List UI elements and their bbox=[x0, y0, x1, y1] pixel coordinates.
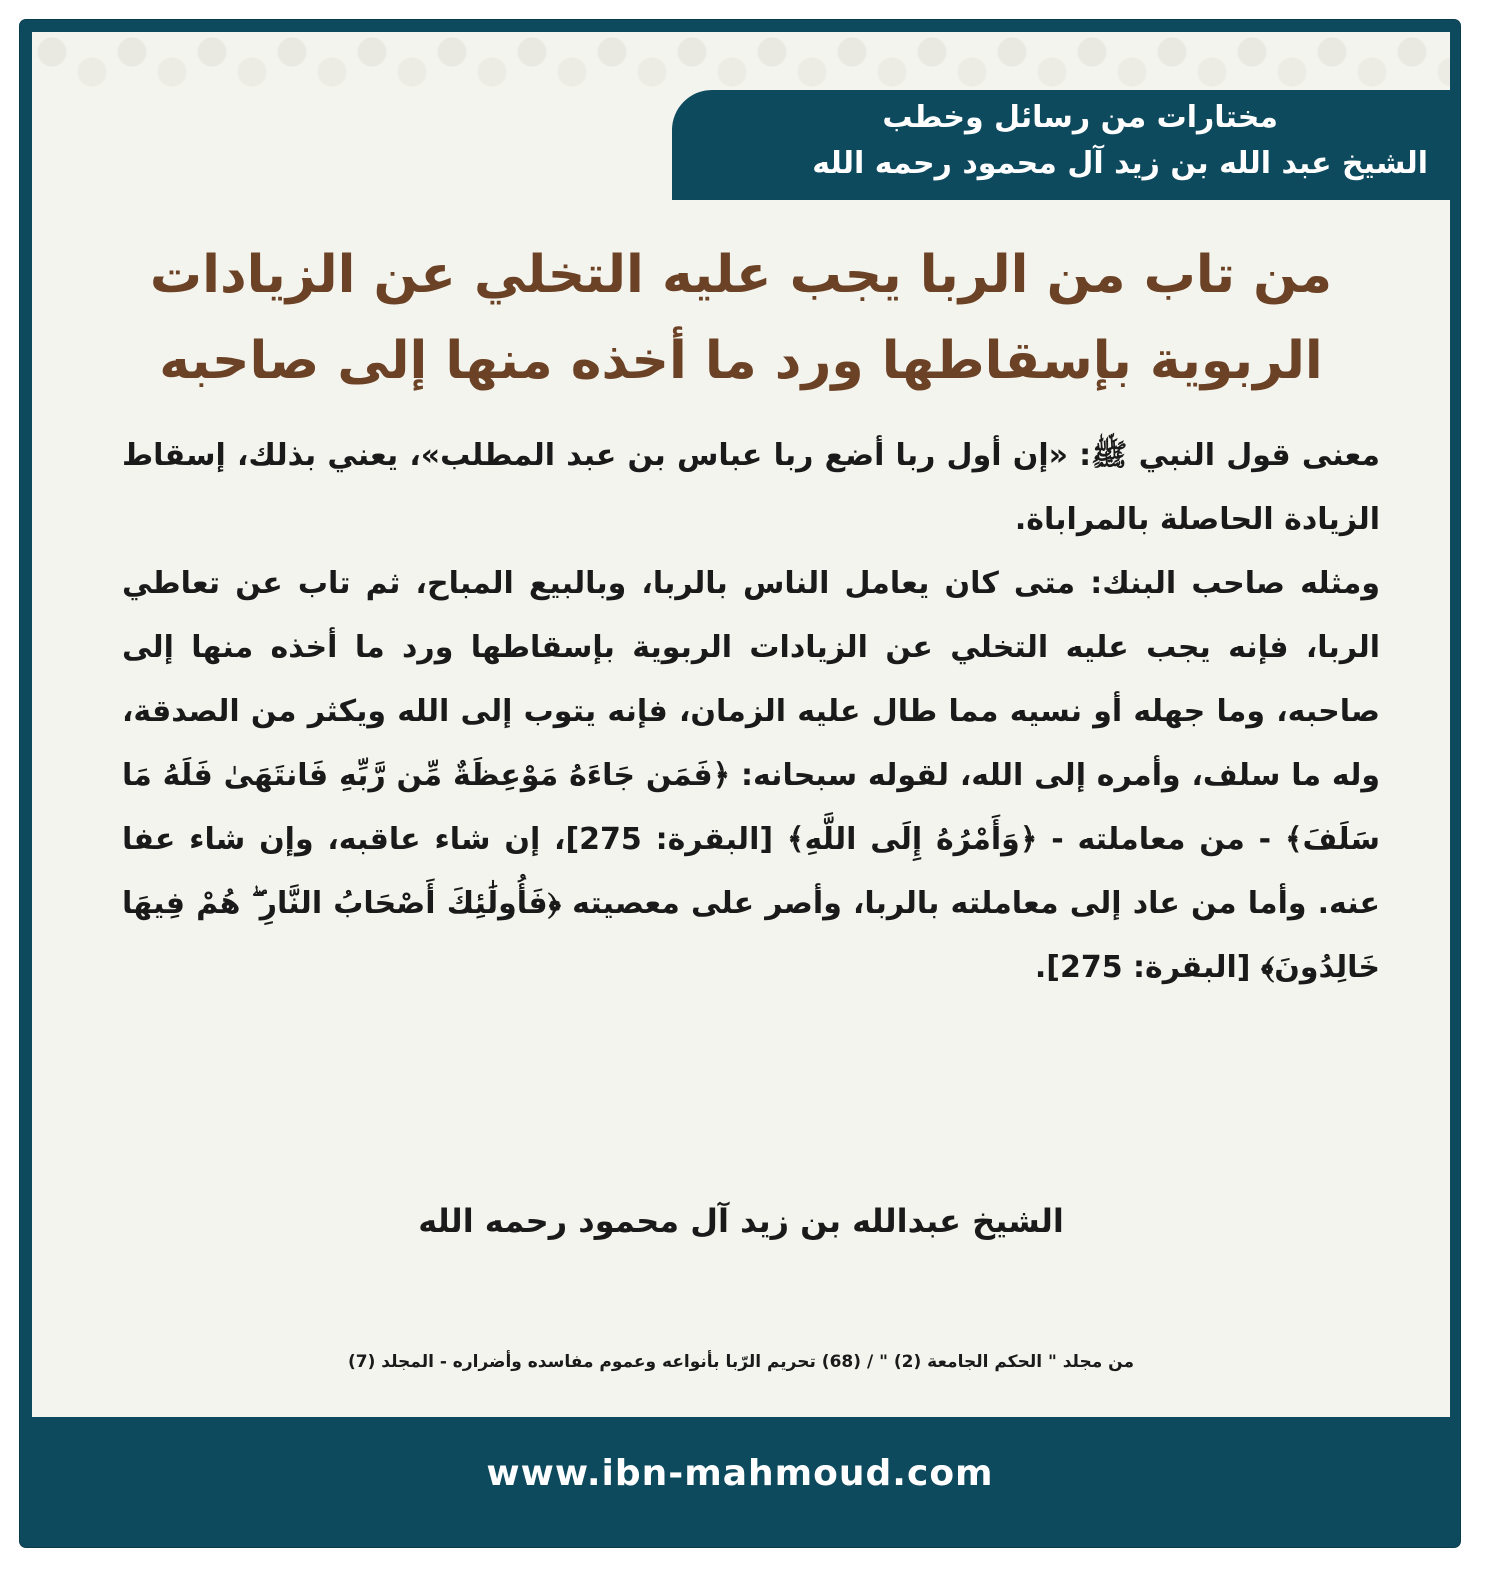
content-panel bbox=[32, 32, 1450, 1417]
signature: الشيخ عبدالله بن زيد آل محمود رحمه الله bbox=[418, 1202, 1064, 1240]
card-frame bbox=[20, 20, 1460, 1547]
paragraph-2: ومثله صاحب البنك: متى كان يعامل الناس بالربا، وبالبيع المباح، ثم تاب عن تعاطي الربا، فإنه يجب عليه التخلي عن الزيادات الربوية بإسقاطها ورد ما أخذه منها إلى صاحبه، وما جهله أو نسيه مما طال عليه الزمان، فإنه يتوب إلى الله ويكثر من الصدقة، وله ما سلف، وأمره إلى الله، لقوله سبحانه: ﴿فَمَن جَاءَهُ مَوْعِظَةٌ مِّن رَّبِّهِ فَانتَهَىٰ فَلَهُ مَا سَلَفَ﴾ - من معاملته - ﴿وَأَمْرُهُ إِلَى اللَّهِ﴾ [البقرة: 275]، إن شاء عاقبه، وإن شاء عفا عنه. وأما من عاد إلى معاملته بالربا، وأصر على معصيته ﴿فَأُولَٰئِكَ أَصْحَابُ النَّارِ ۖ هُمْ فِيهَا خَالِدُونَ﴾ [البقرة: 275]. bbox=[122, 566, 1380, 985]
paragraph-1: معنى قول النبي ﷺ: «إن أول ربا أضع ربا عباس بن عبد المطلب»، يعني بذلك، إسقاط الزيادة الحاصلة بالمراباة. bbox=[122, 438, 1380, 537]
series-banner bbox=[672, 90, 1452, 200]
website-link[interactable]: www.ibn-mahmoud.com bbox=[486, 1453, 994, 1494]
article-title: من تاب من الربا يجب عليه التخلي عن الزيادات الربوية بإسقاطها ورد ما أخذه منها إلى صاحبه bbox=[149, 245, 1333, 391]
source-citation: من مجلد " الحكم الجامعة (2) " / (68) تحريم الرّبا بأنواعه وعموم مفاسده وأضراره - المجلد (7) bbox=[347, 1352, 1135, 1372]
series-author: الشيخ عبد الله بن زيد آل محمود رحمه الله bbox=[812, 146, 1428, 181]
series-title: مختارات من رسائل وخطب bbox=[882, 100, 1278, 135]
article-body bbox=[122, 424, 1380, 1000]
